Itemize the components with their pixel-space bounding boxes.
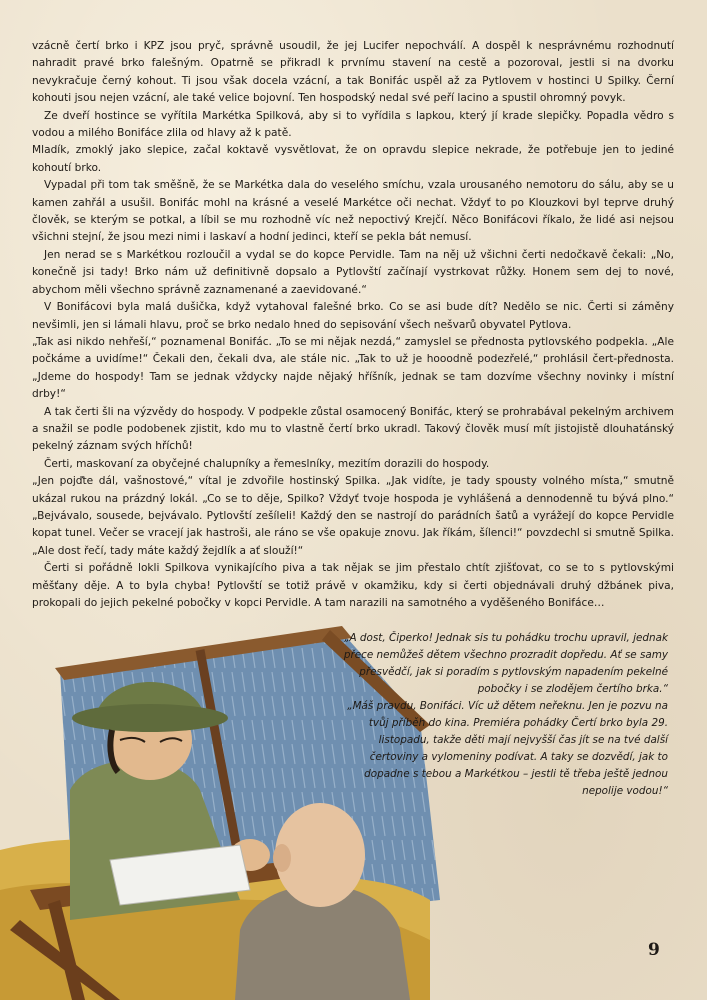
story-text: [32, 38, 674, 612]
story-paragraph: vzácně čertí brko i KPZ jsou pryč, správně usoudil, že jej Lucifer nepochválí. A dospěl k nesprávnému rozhodnutí nahradit pravé brko falešným. Opatrně se přikradl k prvnímu stavení na cestě a pozoroval, jestli si na dvorku nevykračuje černý kohout. Ti jsou však docela vzácní, a tak Bonifác uspěl až za Pytlovem v hostinci U Spilky. Černí kohouti jsou nejen vzácní, ale také velice bojovní. Ten hospodský nedal své peří lacino a spustil ohromný povyk.: [32, 40, 674, 105]
note-paragraph-1: „A dost, Čiperko! Jednak sis tu pohádku trochu upravil, jednak přece nemůžeš dětem všechno prozradit dopředu. Ať se samy přesvědčí, jak si poradím s pytlovským napadením pekelné pobočky i se zlodějem čertího brka.“: [343, 632, 668, 695]
note-paragraph-2: „Máš pravdu, Bonifáci. Víc už dětem neřeknu. Jen je pozvu na tvůj příběh do kina. Premiéra pohádky Čertí brko byla 29. listopadu, takže děti mají nejvyšší čas jít se na tvé další čertoviny a vylomeniny podívat. A taky se dozvědí, jak to dopadne s tebou a Markétkou – jestli tě třeba ještě jednou nepolije vodou!“: [347, 700, 668, 797]
story-paragraph: Čerti si pořádně lokli Spilkova vynikajícího piva a tak nějak se jim přestalo chtít zjišťovat, co se to s pytlovskými měšťany děje. A to byla chyba! Pytlovští se totiž právě v okamžiku, kdy si čerti objednávali druhý džbánek piva, prokopali do jejich pekelné pobočky v kopci Pervidle. A tam narazili na samotného a vyděšeného Bonifáce…: [32, 562, 674, 609]
page-number: 9: [648, 940, 660, 960]
story-paragraph: „Tak asi nikdo nehřeší,“ poznamenal Bonifác. „To se mi nějak nezdá,“ zamyslel se přednosta pytlovského podpekla. „Ale počkáme a uvidíme!“ Čekali den, čekali dva, ale stále nic. „Tak to už je hooodně podezřelé,“ prohlásil čert-přednosta. „Jdeme do hospody! Tam se jednak vždycky najde nějaký hříšník, jednak se tam dozvíme všechny novinky i místní drby!“: [32, 335, 674, 401]
story-paragraph: Jen nerad se s Markétkou rozloučil a vydal se do kopce Pervidle. Tam na něj už všichni čerti nedočkavě čekali: „No, konečně jsi tady! Brko nám už definitivně dopsalo a Pytlovští začínají vystrkovat růžky. Honem sem dej to nové, abychom měli všechno správně zaznamenané a zaevidované.“: [32, 248, 674, 296]
story-paragraph: Vypadal při tom tak směšně, že se Markétka dala do veselého smíchu, vzala urousaného nemotoru do sálu, aby se u kamen zahřál a usušil. Bonifác mohl na krásné a veselé Markétce oči nechat. Vždyť to po Klouzkovi byl teprve druhý člověk, se kterým se potkal, a líbil se mu rozhodně víc než nepoctivý Krejčí. Něco Bonifácovi říkalo, že lidé asi nejsou všichni stejní, že jsou mezi nimi i laskaví a hodní jedinci, kteří se pekla bát nemusí.: [32, 179, 674, 244]
story-paragraph: A tak čerti šli na výzvědy do hospody. V podpekle zůstal osamocený Bonifác, který se prohrabával pekelným archivem a snažil se podle podobenek zjistit, kdo mu to vlastně čertí brko ukradl. Takový člověk musí mít jistojistě dlouhatánský pekelný záznam svých hříchů!: [32, 405, 674, 453]
story-paragraph: V Bonifácovi byla malá dušička, když vytahoval falešné brko. Co se asi bude dít? Nedělo se nic. Čerti si záměny nevšimli, jen si lámali hlavu, proč se brko nedalo hned do sepisování všech nešvarů obyvatel Pytlova.: [32, 301, 674, 331]
story-paragraph: Ze dveří hostince se vyřítila Markétka Spilková, aby si to vyřídila s lapkou, který jí krade slepičky. Popadla vědro s vodou a milého Bonifáce zlila od hlavy až k patě.: [32, 109, 674, 140]
story-paragraph: „Jen pojďte dál, vašnostové,“ vítal je zdvořile hostinský Spilka. „Jak vidíte, je tady spousty volného místa,“ smutně ukázal rukou na prázdný lokál. „Co se to děje, Spilko? Vždyť tvoje hospoda je vyhlášená a dennodenně tu bývá plno.“ „Bejvávalo, sousede, bejvávalo. Pytlovští zešíleli! Každý den se nastrojí do parádních šatů a vyrážejí do kopce Pervidle kopat tunel. Večer se vracejí jak hastroši, ale ráno se vše opakuje znovu. Jak říkám, šílenci!“ povzdechl si smutně Spilka. „Ale dost řečí, tady máte každý žejdlík a ať slouží!“: [32, 475, 674, 557]
story-paragraph: Čerti, maskovaní za obyčejné chalupníky a řemeslníky, mezitím dorazili do hospody.: [44, 457, 490, 470]
author-note: [340, 630, 668, 800]
story-paragraph: Mladík, zmoklý jako slepice, začal koktavě vysvětlovat, že on opravdu slepice nekrade, že potřebuje jen to jediné kohoutí brko.: [32, 144, 674, 174]
